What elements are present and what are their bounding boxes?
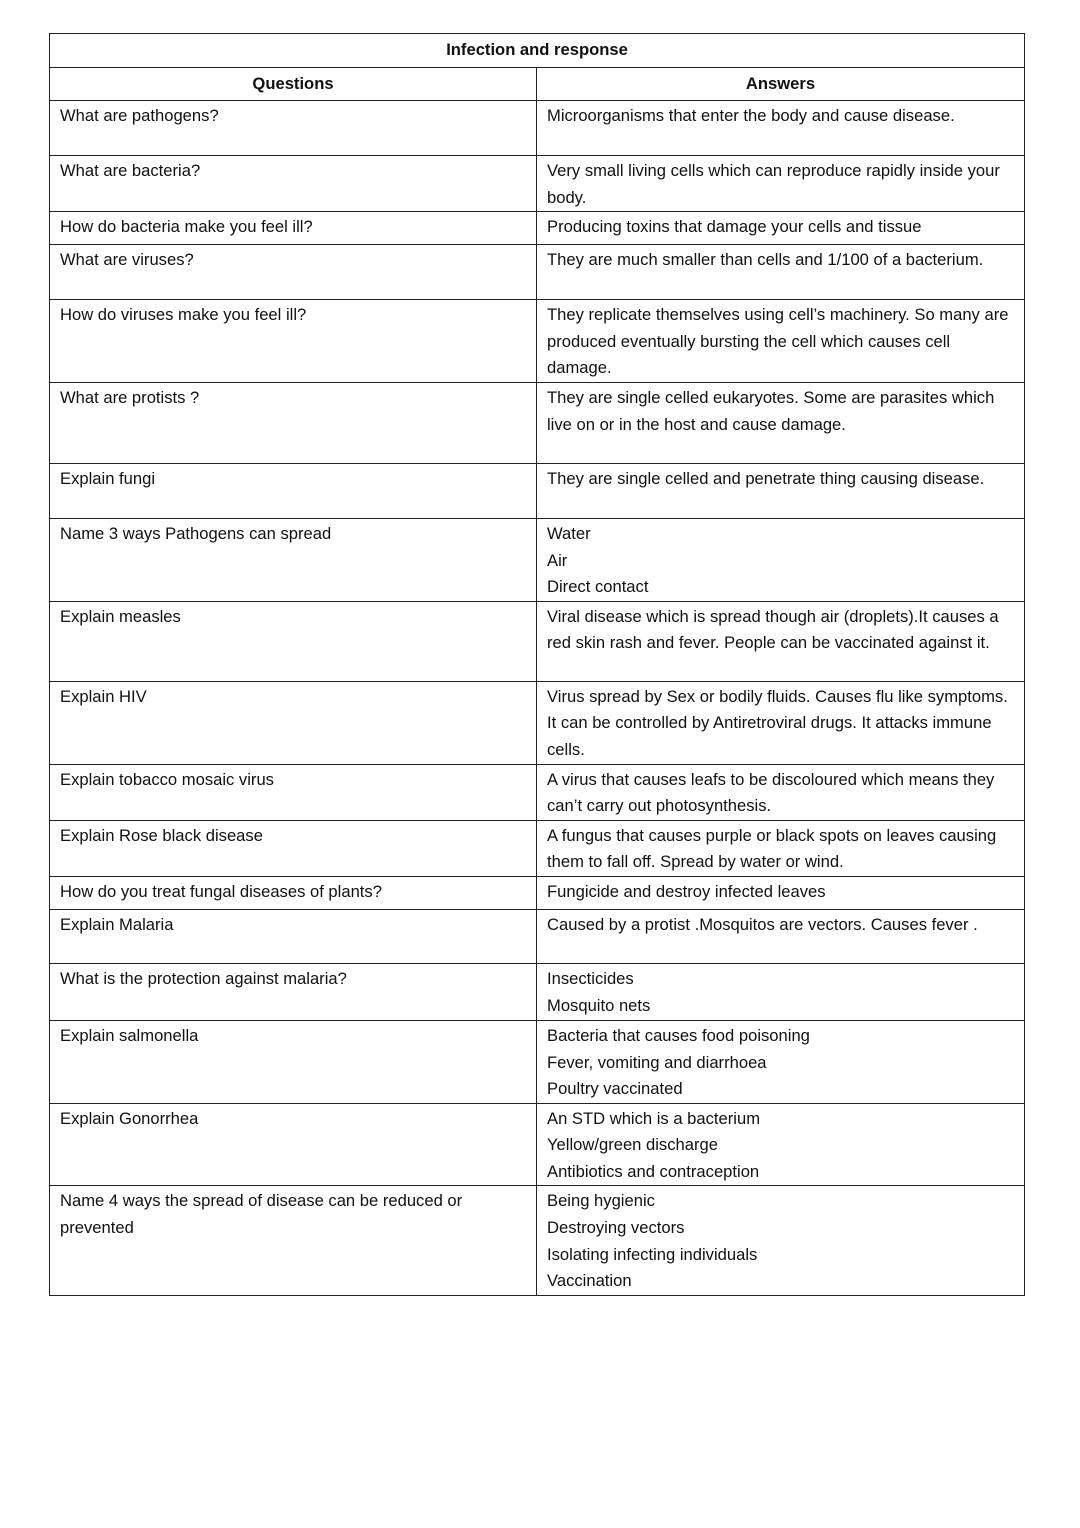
- answer-cell: [537, 1186, 1025, 1295]
- answer-line: Very small living cells which can reproduce rapidly inside your body.: [547, 161, 1000, 207]
- answer-cell: [537, 463, 1025, 518]
- question-cell: Name 4 ways the spread of disease can be reduced or prevented: [50, 1186, 537, 1295]
- answer-cell: [537, 156, 1025, 212]
- table-row: [50, 601, 1025, 681]
- answer-line: Producing toxins that damage your cells and tissue: [547, 217, 922, 237]
- answer-cell: [537, 101, 1025, 156]
- table-row: [50, 1186, 1025, 1295]
- question-cell: Name 3 ways Pathogens can spread: [50, 518, 537, 601]
- answer-line: Virus spread by Sex or bodily fluids. Causes flu like symptoms. It can be controlled by Antiretroviral drugs. It attacks immune cells.: [547, 686, 1008, 759]
- answer-cell: [537, 1020, 1025, 1103]
- table-row: [50, 820, 1025, 876]
- answer-cell: [537, 764, 1025, 820]
- answer-cell: [537, 876, 1025, 909]
- answer-line: Yellow/green discharge: [547, 1135, 718, 1155]
- answer-line: Poultry vaccinated: [547, 1079, 683, 1099]
- question-cell: Explain salmonella: [50, 1020, 537, 1103]
- qa-table: [49, 33, 1025, 1296]
- answer-cell: [537, 963, 1025, 1020]
- answer-line: They are single celled eukaryotes. Some are parasites which live on or in the host and cause damage.: [547, 387, 995, 434]
- answer-line: They are much smaller than cells and 1/100 of a bacterium.: [547, 250, 984, 270]
- table-row: [50, 156, 1025, 212]
- question-cell: How do bacteria make you feel ill?: [50, 212, 537, 245]
- question-cell: Explain measles: [50, 601, 537, 681]
- table-row: [50, 876, 1025, 909]
- answer-line: Fungicide and destroy infected leaves: [547, 881, 826, 901]
- question-cell: What is the protection against malaria?: [50, 963, 537, 1020]
- table-row: [50, 963, 1025, 1020]
- answer-cell: [537, 382, 1025, 463]
- question-cell: Explain Gonorrhea: [50, 1103, 537, 1186]
- question-cell: How do viruses make you feel ill?: [50, 300, 537, 383]
- answer-line: Vaccination: [547, 1271, 632, 1291]
- answer-line: Antibiotics and contraception: [547, 1161, 760, 1181]
- answer-line: Air: [547, 550, 568, 570]
- question-cell: What are bacteria?: [50, 156, 537, 212]
- question-cell: Explain Rose black disease: [50, 820, 537, 876]
- answer-cell: [537, 601, 1025, 681]
- answer-line: Insecticides: [547, 968, 634, 988]
- table-row: [50, 1020, 1025, 1103]
- answer-line: They are single celled and penetrate thing causing disease.: [547, 468, 985, 488]
- table-row: [50, 245, 1025, 300]
- answer-line: Mosquito nets: [547, 995, 651, 1015]
- answer-cell: [537, 1103, 1025, 1186]
- table-row: [50, 101, 1025, 156]
- table-row: [50, 382, 1025, 463]
- answer-line: Direct contact: [547, 577, 649, 597]
- question-cell: Explain tobacco mosaic virus: [50, 764, 537, 820]
- question-cell: Explain Malaria: [50, 909, 537, 963]
- answer-cell: [537, 212, 1025, 245]
- answer-line: Bacteria that causes food poisoning: [547, 1025, 810, 1045]
- answer-line: Fever, vomiting and diarrhoea: [547, 1052, 767, 1072]
- questions-header: Questions: [50, 68, 537, 101]
- table-row: [50, 518, 1025, 601]
- table-row: [50, 764, 1025, 820]
- answer-line: Isolating infecting individuals: [547, 1244, 758, 1264]
- answer-line: Destroying vectors: [547, 1218, 685, 1238]
- question-cell: How do you treat fungal diseases of plants?: [50, 876, 537, 909]
- answer-cell: [537, 820, 1025, 876]
- table-row: [50, 1103, 1025, 1186]
- answer-line: A virus that causes leafs to be discoloured which means they can’t carry out photosynthesis.: [547, 769, 995, 816]
- answer-line: Viral disease which is spread though air (droplets).It causes a red skin rash and fever. People can be vaccinated against it.: [547, 606, 999, 653]
- question-cell: What are protists ?: [50, 382, 537, 463]
- answer-line: Water: [547, 523, 591, 543]
- answer-line: Being hygienic: [547, 1191, 655, 1211]
- answer-cell: [537, 300, 1025, 383]
- table-row: [50, 681, 1025, 764]
- answer-line: A fungus that causes purple or black spots on leaves causing them to fall off. Spread by water or wind.: [547, 825, 997, 872]
- question-cell: What are pathogens?: [50, 101, 537, 156]
- answer-cell: [537, 909, 1025, 963]
- table-row: [50, 463, 1025, 518]
- question-cell: What are viruses?: [50, 245, 537, 300]
- answer-line: Microorganisms that enter the body and cause disease.: [547, 106, 955, 125]
- answer-line: They replicate themselves using cell’s machinery. So many are produced eventually bursting the cell which causes cell damage.: [547, 305, 1009, 378]
- table-row: [50, 300, 1025, 383]
- answer-cell: [537, 245, 1025, 300]
- answer-cell: [537, 681, 1025, 764]
- question-cell: Explain fungi: [50, 463, 537, 518]
- table-title: Infection and response: [50, 34, 1025, 68]
- answer-cell: [537, 518, 1025, 601]
- answer-line: Caused by a protist .Mosquitos are vectors. Causes fever .: [547, 914, 978, 934]
- answers-header: Answers: [537, 68, 1025, 101]
- answer-line: An STD which is a bacterium: [547, 1108, 761, 1128]
- question-cell: Explain HIV: [50, 681, 537, 764]
- table-row: [50, 212, 1025, 245]
- table-row: [50, 909, 1025, 963]
